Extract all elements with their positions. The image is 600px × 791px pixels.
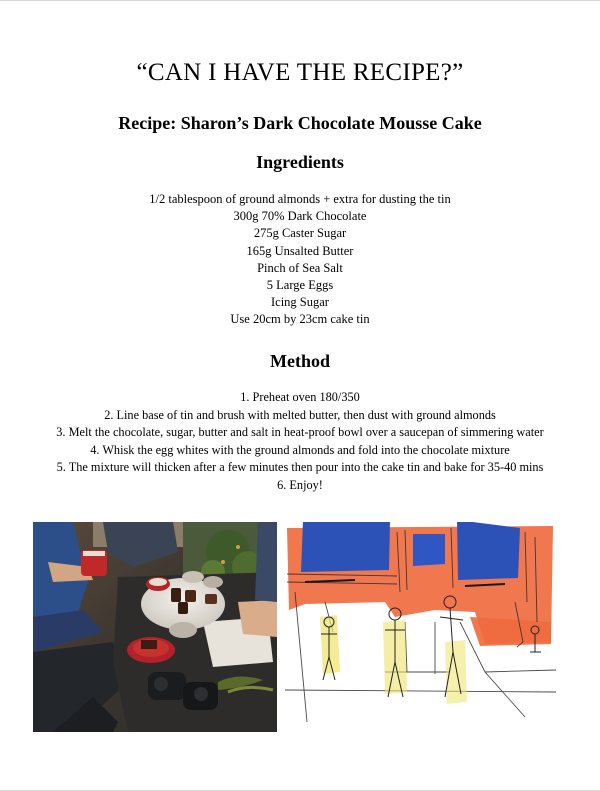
ingredient-item: 275g Caster Sugar [253,226,347,241]
ingredient-item: Pinch of Sea Salt [257,260,343,275]
gallery-sketch [285,522,556,732]
ingredient-item: 5 Large Eggs [266,278,334,293]
method-list [0,389,600,495]
cafe-table-photo [33,522,277,732]
method-step: 6. Enjoy! [277,477,323,492]
method-heading: Method [270,351,330,371]
method-step: 1. Preheat oven 180/350 [240,390,360,404]
method-step: 4. Whisk the egg whites with the ground almonds and fold into the chocolate mixture [90,442,510,457]
page-title: “CAN I HAVE THE RECIPE?” [136,59,464,86]
method-step: 2. Line base of tin and brush with melted butter, then dust with ground almonds [104,407,496,422]
recipe-title: Recipe: Sharon’s Dark Chocolate Mousse Cake [118,113,482,133]
gallery-sketch-image [285,522,556,732]
ingredients-list [0,191,600,329]
ingredient-item: 1/2 tablespoon of ground almonds + extra for dusting the tin [149,192,451,206]
method-step: 3. Melt the chocolate, sugar, butter and salt in heat-proof bowl over a saucepan of simmering water [56,425,544,440]
ingredient-item: Use 20cm by 23cm cake tin [230,312,370,327]
ingredients-heading: Ingredients [256,152,344,172]
ingredient-item: 300g 70% Dark Chocolate [233,209,367,224]
top-divider [0,0,600,1]
ingredient-item: 165g Unsalted Butter [246,243,354,258]
method-step: 5. The mixture will thicken after a few minutes then pour into the cake tin and bake for 35-40 mins [56,460,544,475]
cafe-table-photo-image [33,522,277,732]
ingredient-item: Icing Sugar [271,295,329,310]
